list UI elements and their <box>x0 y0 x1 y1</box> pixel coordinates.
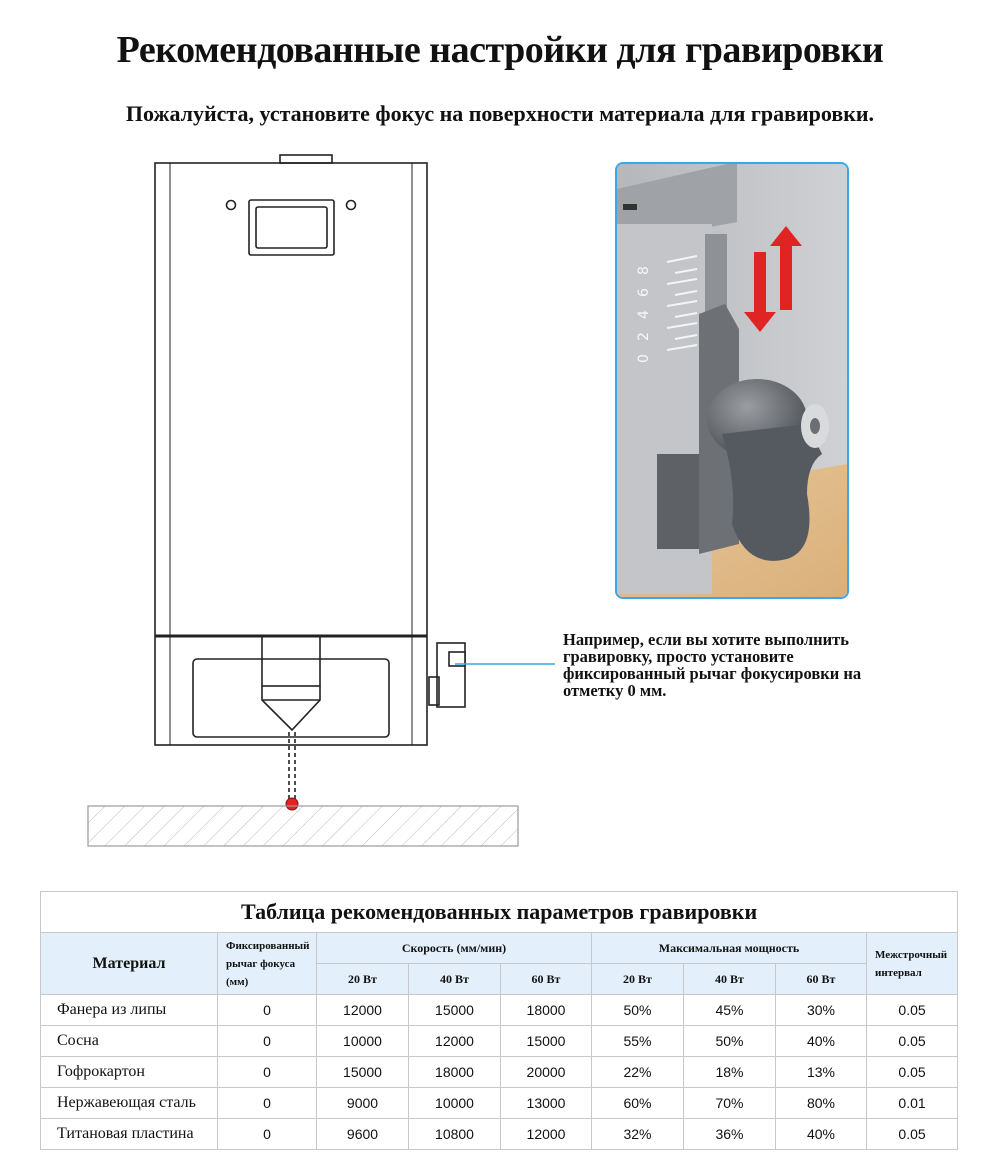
cell-interval: 0.01 <box>867 1088 958 1119</box>
header-power-60w: 60 Вт <box>776 964 867 995</box>
cell-interval: 0.05 <box>867 1026 958 1057</box>
cell-power-40w: 18% <box>684 1057 776 1088</box>
scale-label-6: 6 <box>636 288 652 297</box>
cell-material: Нержавеющая сталь <box>41 1088 218 1119</box>
cell-interval: 0.05 <box>867 1119 958 1150</box>
header-power-20w: 20 Вт <box>592 964 684 995</box>
cell-power-60w: 80% <box>776 1088 867 1119</box>
cell-speed-40w: 15000 <box>409 995 501 1026</box>
cell-speed-20w: 9000 <box>317 1088 409 1119</box>
parameters-table <box>40 891 958 1150</box>
scale-label-4: 4 <box>636 310 652 319</box>
header-focus-lever: Фиксированный рычаг фокуса (мм) <box>218 933 317 995</box>
cell-power-40w: 70% <box>684 1088 776 1119</box>
page-title: Рекомендованные настройки для гравировки <box>116 29 884 71</box>
header-power: Максимальная мощность <box>592 933 867 964</box>
cell-interval: 0.05 <box>867 1057 958 1088</box>
module-body <box>155 163 427 745</box>
cell-power-40w: 36% <box>684 1119 776 1150</box>
header-speed-60w: 60 Вт <box>501 964 592 995</box>
header-speed-20w: 20 Вт <box>317 964 409 995</box>
scale-label-0: 0 <box>636 354 652 363</box>
screw-icon <box>227 201 236 210</box>
cell-power-60w: 13% <box>776 1057 867 1088</box>
cell-power-20w: 22% <box>592 1057 684 1088</box>
cell-power-20w: 55% <box>592 1026 684 1057</box>
cell-speed-60w: 15000 <box>501 1026 592 1057</box>
cell-power-40w: 45% <box>684 995 776 1026</box>
top-connector <box>280 155 332 163</box>
cell-material: Титановая пластина <box>41 1119 218 1150</box>
cell-speed-40w: 10800 <box>409 1119 501 1150</box>
table-row <box>41 1057 958 1088</box>
cell-speed-20w: 9600 <box>317 1119 409 1150</box>
cell-focus: 0 <box>218 1088 317 1119</box>
cell-focus: 0 <box>218 1026 317 1057</box>
cell-power-40w: 50% <box>684 1026 776 1057</box>
page-subtitle: Пожалуйста, установите фокус на поверхности материала для гравировки. <box>125 101 875 126</box>
cell-power-20w: 50% <box>592 995 684 1026</box>
cell-speed-40w: 18000 <box>409 1057 501 1088</box>
cell-material: Сосна <box>41 1026 218 1057</box>
cell-speed-40w: 12000 <box>409 1026 501 1057</box>
header-power-40w: 40 Вт <box>684 964 776 995</box>
table-row <box>41 1119 958 1150</box>
cell-speed-60w: 12000 <box>501 1119 592 1150</box>
cell-speed-20w: 15000 <box>317 1057 409 1088</box>
cell-speed-20w: 10000 <box>317 1026 409 1057</box>
parameters-table-wrapper <box>40 891 957 1150</box>
cell-speed-20w: 12000 <box>317 995 409 1026</box>
focus-note: Например, если вы хотите выполнить гравировку, просто установите фиксированный рычаг фокусировки на отметку 0 мм. <box>563 630 862 700</box>
cell-power-60w: 40% <box>776 1119 867 1150</box>
table-row <box>41 1026 958 1057</box>
cell-power-60w: 30% <box>776 995 867 1026</box>
cell-focus: 0 <box>218 1119 317 1150</box>
laser-module-diagram <box>0 140 560 860</box>
header-interval: Межстрочный интервал <box>867 933 958 995</box>
cell-speed-60w: 13000 <box>501 1088 592 1119</box>
cell-power-60w: 40% <box>776 1026 867 1057</box>
header-material: Материал <box>41 933 218 995</box>
cell-material: Фанера из липы <box>41 995 218 1026</box>
scale-label-2: 2 <box>636 332 652 341</box>
cell-power-20w: 60% <box>592 1088 684 1119</box>
table-row <box>41 1088 958 1119</box>
cell-speed-60w: 18000 <box>501 995 592 1026</box>
cell-focus: 0 <box>218 1057 317 1088</box>
header-speed-40w: 40 Вт <box>409 964 501 995</box>
cell-power-20w: 32% <box>592 1119 684 1150</box>
table-row <box>41 995 958 1026</box>
material-surface <box>88 806 518 846</box>
scale-label-8: 8 <box>636 266 652 275</box>
cell-focus: 0 <box>218 995 317 1026</box>
focus-lever-photo <box>615 162 849 599</box>
cell-speed-60w: 20000 <box>501 1057 592 1088</box>
screw-icon <box>347 201 356 210</box>
cell-material: Гофрокартон <box>41 1057 218 1088</box>
table-caption: Таблица рекомендованных параметров гравировки <box>41 892 958 933</box>
header-speed: Скорость (мм/мин) <box>317 933 592 964</box>
cell-interval: 0.05 <box>867 995 958 1026</box>
cell-speed-40w: 10000 <box>409 1088 501 1119</box>
